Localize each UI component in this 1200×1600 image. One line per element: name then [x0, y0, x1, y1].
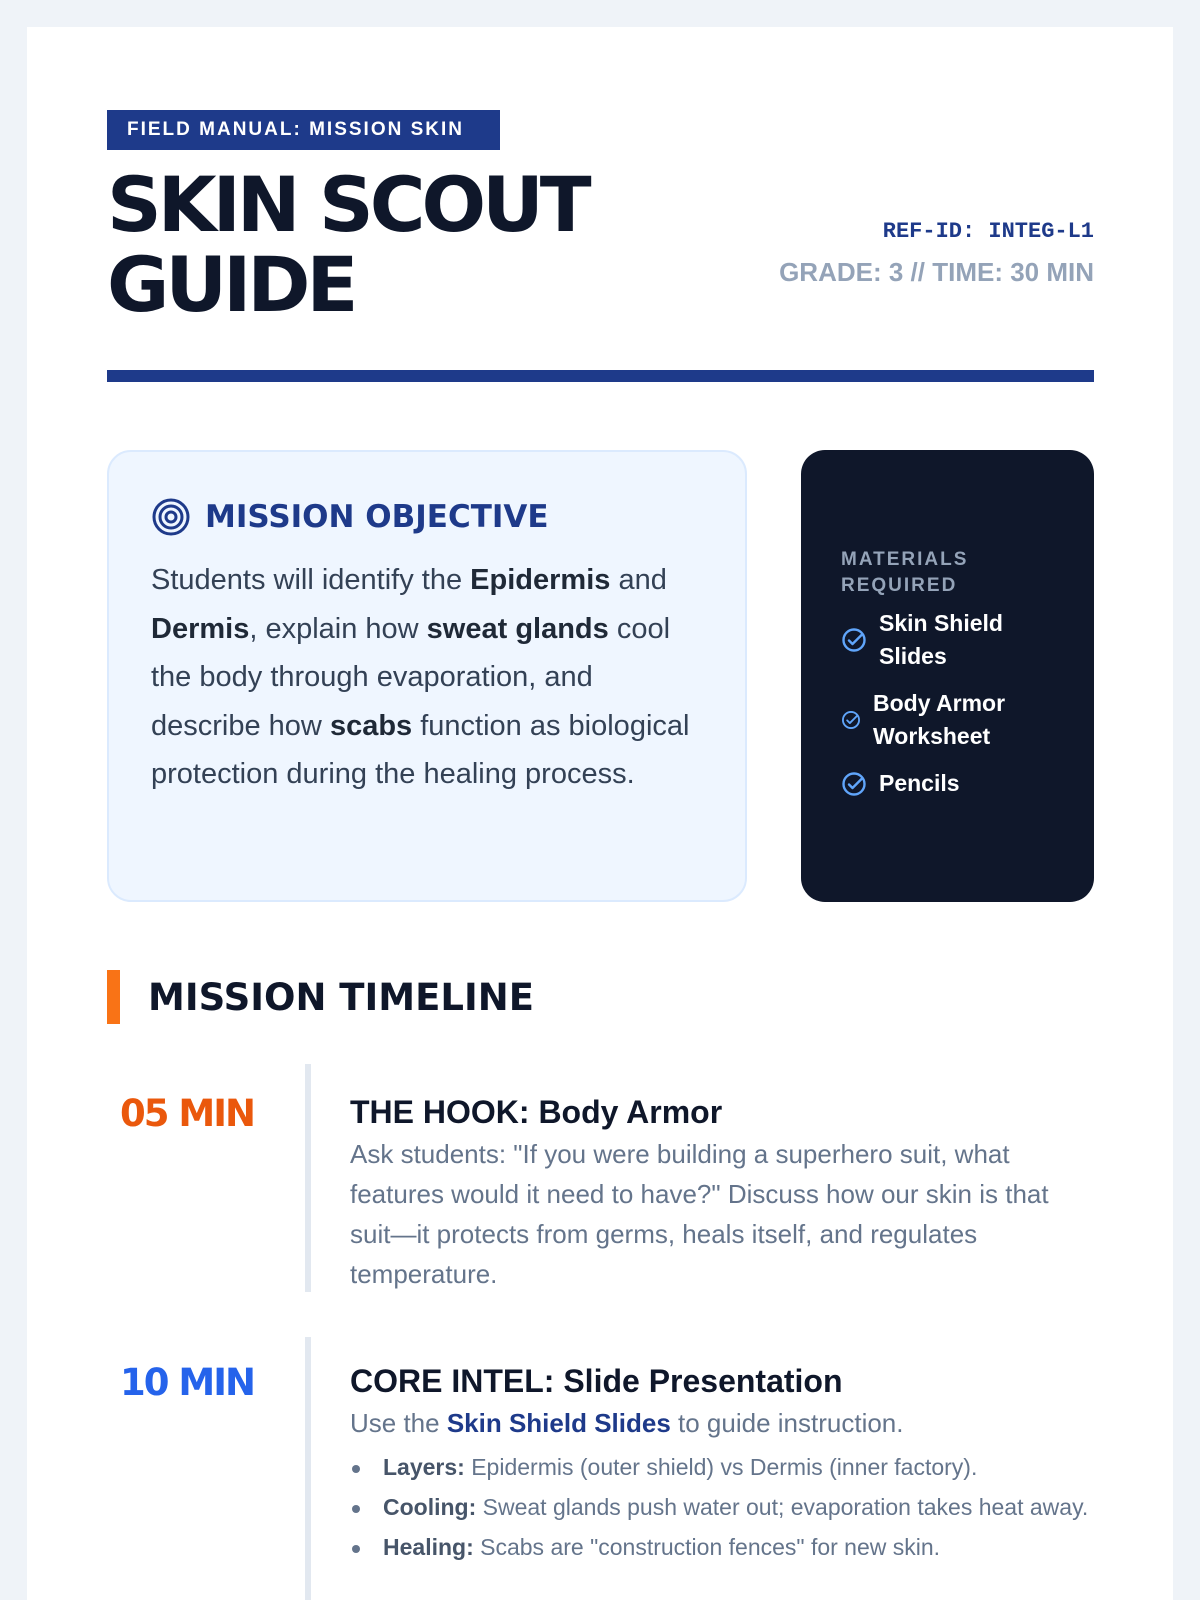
objective-text-part: and: [610, 564, 667, 596]
step-title: CORE INTEL: Slide Presentation: [350, 1363, 843, 1399]
materials-list: [841, 607, 1094, 800]
target-icon: [151, 497, 191, 537]
timeline-header: [107, 970, 534, 1024]
materials-label: MATERIALS REQUIRED: [841, 549, 969, 596]
check-circle-icon: [841, 771, 867, 797]
objective-text-part: Students will identify the: [151, 564, 471, 596]
mission-objective-card: [107, 450, 747, 902]
term-dermis: Dermis: [151, 612, 250, 645]
desc-text: Use the: [350, 1408, 447, 1438]
timeline-title: MISSION TIMELINE: [148, 975, 534, 1019]
objective-text-part: cool the body through evaporation, and describe how: [151, 612, 671, 742]
bullet-label: Layers:: [383, 1454, 465, 1480]
lesson-page: [27, 27, 1173, 1600]
grade-time: GRADE: 3 // TIME: 30 MIN: [779, 257, 1094, 287]
material-skin-shield-slides: Skin Shield Slides: [879, 610, 1003, 669]
list-item: [350, 1451, 1094, 1484]
objective-text: [151, 556, 703, 799]
bullet-text: Scabs are "construction fences" for new skin.: [473, 1534, 941, 1560]
step-title: THE HOOK: Body Armor: [350, 1094, 723, 1130]
desc-text: to guide instruction.: [670, 1408, 904, 1438]
manual-badge: FIELD MANUAL: MISSION SKIN: [107, 110, 500, 150]
objective-header: [151, 492, 703, 542]
step-description: [350, 1403, 1094, 1443]
objective-title: MISSION OBJECTIVE: [205, 499, 549, 535]
list-item: [841, 767, 1094, 800]
bullet-text: Epidermis (outer shield) vs Dermis (inner factory).: [464, 1454, 978, 1480]
objective-text-part: function as biological protection during the healing process.: [151, 709, 690, 791]
step-body: [350, 1361, 1094, 1571]
step-time: 10 MIN: [120, 1361, 254, 1404]
timeline-line: [305, 1337, 311, 1600]
materials-card: [801, 450, 1094, 902]
timeline-line: [305, 1064, 311, 1292]
check-circle-icon: [841, 627, 867, 653]
list-item: [841, 607, 1094, 673]
lesson-meta: [774, 217, 1094, 292]
list-item: [350, 1531, 1094, 1564]
check-circle-icon: [841, 710, 861, 730]
page-title: [107, 160, 707, 329]
bullet-label: Healing:: [383, 1534, 474, 1560]
list-item: [350, 1491, 1094, 1524]
header-divider: [107, 370, 1094, 382]
step-bullet-list: [350, 1451, 1094, 1564]
term-epidermis: Epidermis: [470, 564, 611, 596]
material-pencils: Pencils: [879, 770, 960, 796]
list-item: [841, 687, 1094, 753]
title-line-1: SKIN SCOUT: [107, 160, 588, 249]
skin-shield-slides-link[interactable]: Skin Shield Slides: [446, 1408, 671, 1438]
objective-text-part: , explain how: [249, 612, 427, 645]
material-body-armor-worksheet: Body Armor Worksheet: [873, 690, 1006, 749]
ref-id: REF-ID: INTEG-L1: [882, 219, 1094, 244]
step-body: [350, 1092, 1094, 1294]
term-scabs: scabs: [329, 709, 413, 742]
title-line-2: GUIDE: [107, 240, 355, 329]
bullet-label: Cooling:: [383, 1494, 477, 1520]
timeline-accent-bar: [107, 970, 120, 1024]
term-sweat-glands: sweat glands: [426, 612, 609, 645]
step-time: 05 MIN: [120, 1092, 254, 1135]
step-description: Ask students: "If you were building a superhero suit, what features would it need to have?" Discuss how our skin is that suit—it protects from germs, heals itself, and regulates temperature.: [350, 1139, 1049, 1289]
bullet-text: Sweat glands push water out; evaporation takes heat away.: [476, 1494, 1089, 1520]
